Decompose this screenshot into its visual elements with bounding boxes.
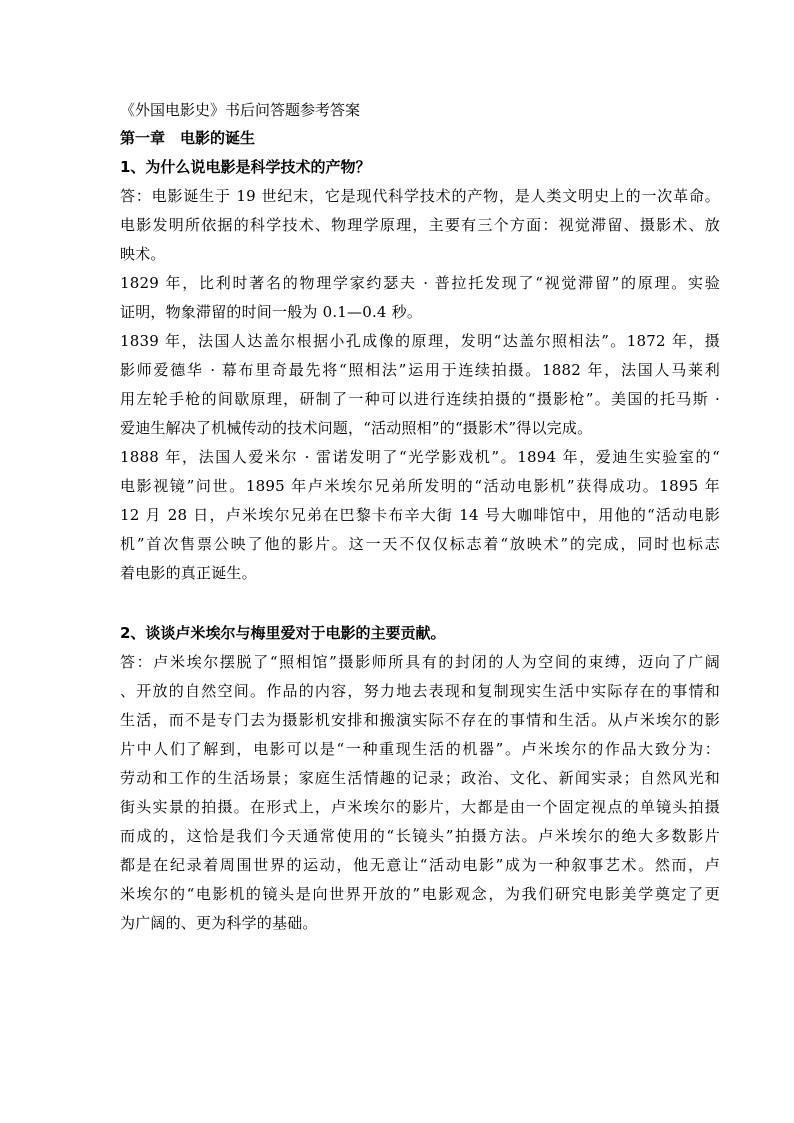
- document-title: 《外国电影史》书后问答题参考答案: [120, 101, 361, 119]
- question-heading: 1、为什么说电影是科学技术的产物？: [120, 158, 371, 176]
- answer-line: 电影视镜”问世。1895 年卢米埃尔兄弟所发明的“活动电影机”获得成功。1895 年: [120, 477, 720, 495]
- answer-line: 影师爱德华 · 幕布里奇最先将“照相法”运用于连续拍摄。1882 年，法国人马莱利: [120, 361, 720, 379]
- answer-line: 片中人们了解到，电影可以是“一种重现生活的机器”。卢米埃尔的作品大致分为：: [120, 740, 720, 758]
- answer-line: 1839 年，法国人达盖尔根据小孔成像的原理，发明“达盖尔照相法”。1872 年，摄: [120, 332, 720, 350]
- answer-line: 劳动和工作的生活场景；家庭生活情趣的记录；政治、文化、新闻实录；自然风光和: [120, 769, 720, 787]
- answer-line: 都是在纪录着周围世界的运动，他无意让“活动电影”成为一种叙事艺术。然而，卢: [120, 856, 720, 874]
- answer-line: 而成的，这恰是我们今天通常使用的“长镜头”拍摄方法。卢米埃尔的绝大多数影片: [120, 827, 720, 845]
- answer-line: 1888 年，法国人爱米尔 · 雷诺发明了“光学影戏机”。1894 年，爱迪生实验室的“: [120, 448, 720, 466]
- chapter-heading: 第一章 电影的诞生: [120, 129, 256, 147]
- answer-line: 映术。: [120, 245, 166, 263]
- answer-line: 证明，物象滞留的时间一般为 0.1—0.4 秒。: [120, 303, 423, 321]
- document-page: [120, 96, 720, 938]
- question-section-1: [120, 153, 720, 588]
- answer-line: 电影发明所依据的科学技术、物理学原理，主要有三个方面：视觉滞留、摄影术、放: [120, 216, 720, 234]
- answer-line: 为广阔的、更为科学的基础。: [120, 914, 318, 932]
- question-section-2: [120, 619, 720, 938]
- answer-body: [120, 648, 720, 938]
- answer-line: 爱迪生解决了机械传动的技术问题，“活动照相”的“摄影术”得以完成。: [120, 419, 593, 437]
- answer-line: 、开放的自然空间。作品的内容，努力地去表现和复制现实生活中实际存在的事情和: [120, 682, 720, 700]
- answer-line: 着电影的真正诞生。: [120, 564, 257, 582]
- answer-line: 街头实景的拍摄。在形式上，卢米埃尔的影片，大都是由一个固定视点的单镜头拍摄: [120, 798, 720, 816]
- answer-line: 1829 年，比利时著名的物理学家约瑟夫 · 普拉托发现了“视觉滞留”的原理。实验: [120, 274, 720, 292]
- answer-line: 答：电影诞生于 19 世纪末，它是现代科学技术的产物，是人类文明史上的一次革命。: [120, 187, 720, 205]
- question-heading: 2、谈谈卢米埃尔与梅里爱对于电影的主要贡献。: [120, 624, 446, 642]
- answer-body: [120, 182, 720, 588]
- answer-line: 答：卢米埃尔摆脱了“照相馆”摄影师所具有的封闭的人为空间的束缚，迈向了广阔: [120, 653, 720, 671]
- answer-line: 机”首次售票公映了他的影片。这一天不仅仅标志着“放映术”的完成，同时也标志: [120, 535, 720, 553]
- answer-line: 用左轮手枪的间歇原理，研制了一种可以进行连续拍摄的“摄影枪”。美国的托马斯 ·: [120, 390, 720, 408]
- answer-line: 12 月 28 日，卢米埃尔兄弟在巴黎卡布辛大街 14 号大咖啡馆中，用他的“活动电影: [120, 506, 720, 524]
- answer-line: 生活，而不是专门去为摄影机安排和搬演实际不存在的事情和生活。从卢米埃尔的影: [120, 711, 720, 729]
- answer-line: 米埃尔的“电影机的镜头是向世界开放的”电影观念，为我们研究电影美学奠定了更: [120, 885, 720, 903]
